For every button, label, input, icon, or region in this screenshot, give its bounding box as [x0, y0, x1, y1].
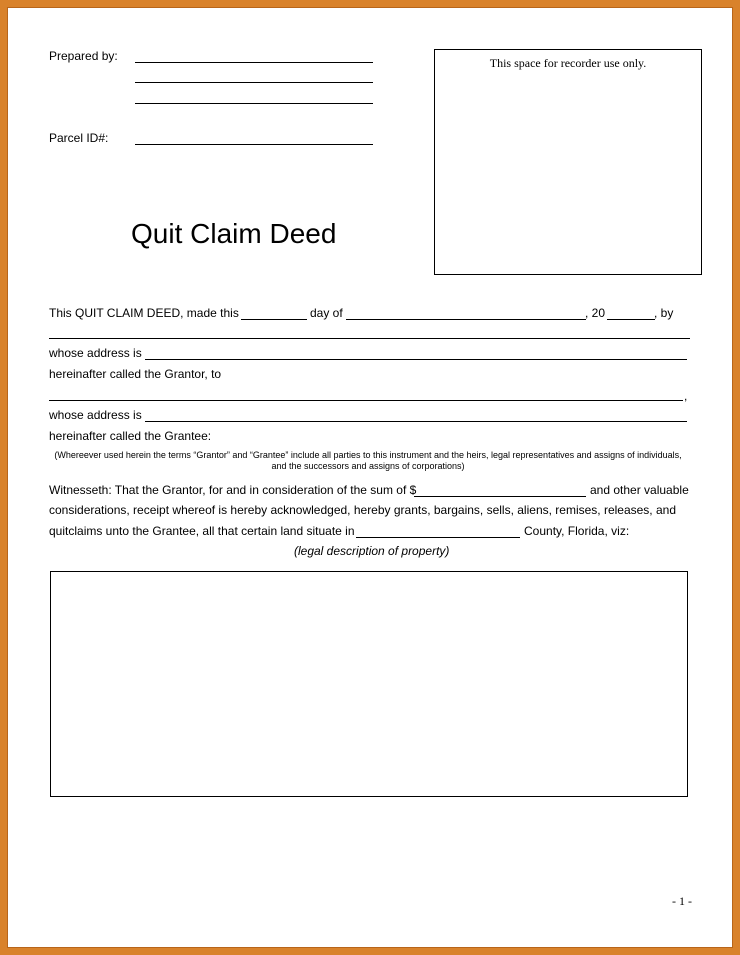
witnesseth-text-1: Witnesseth: That the Grantor, for and in consideration of the sum of $	[49, 483, 417, 497]
prepared-by-label: Prepared by:	[49, 49, 118, 63]
deed-page	[7, 7, 733, 948]
deed-intro-text: This QUIT CLAIM DEED, made this	[49, 306, 239, 320]
day-of-text: day of	[310, 306, 343, 320]
grantor-name-field[interactable]	[49, 338, 690, 339]
witnesseth-text-3: quitclaims unto the Grantee, all that certain land situate in	[49, 524, 355, 538]
prepared-by-line-3[interactable]	[135, 103, 373, 104]
witnesseth-text-3b: County, Florida, viz:	[524, 524, 630, 538]
deed-title: Quit Claim Deed	[131, 218, 337, 249]
grantor-called-text: hereinafter called the Grantor, to	[49, 367, 222, 381]
page-number: - 1 -	[672, 894, 692, 908]
grantee-called-text: hereinafter called the Grantee:	[49, 429, 212, 443]
legal-description-box[interactable]	[50, 571, 688, 797]
witnesseth-text-2: considerations, receipt whereof is hereby acknowledged, hereby grants, bargains, sells, aliens, remises, releases, and	[49, 503, 676, 517]
by-text: , by	[654, 306, 674, 320]
year-field[interactable]	[607, 319, 655, 320]
grantee-name-field[interactable]	[49, 400, 683, 401]
grantee-name-comma: ,	[684, 389, 688, 403]
parcel-id-label: Parcel ID#:	[49, 131, 109, 145]
legal-description-caption: (legal description of property)	[294, 544, 450, 558]
county-field[interactable]	[356, 537, 520, 538]
grantor-address-label: whose address is	[49, 346, 142, 360]
recorder-text: This space for recorder use only.	[489, 56, 647, 70]
grantor-address-field[interactable]	[145, 359, 687, 360]
prepared-by-line-1[interactable]	[135, 62, 373, 63]
grantee-address-label: whose address is	[49, 408, 142, 422]
month-field[interactable]	[346, 319, 586, 320]
day-field[interactable]	[241, 319, 307, 320]
grantee-address-field[interactable]	[145, 421, 687, 422]
witnesseth-text-1b: and other valuable	[590, 483, 689, 497]
parcel-id-line[interactable]	[135, 144, 373, 145]
recorder-box	[434, 49, 702, 275]
prepared-by-line-2[interactable]	[135, 82, 373, 83]
consideration-amount-field[interactable]	[414, 496, 586, 497]
terms-note: (Whereever used herein the terms “Grantor” and “Grantee” include all parties to this instrument and the heirs, legal representatives and assigns of individuals, and the successors and assigns of corporations)	[54, 450, 682, 471]
year-prefix-text: , 20	[585, 306, 606, 320]
